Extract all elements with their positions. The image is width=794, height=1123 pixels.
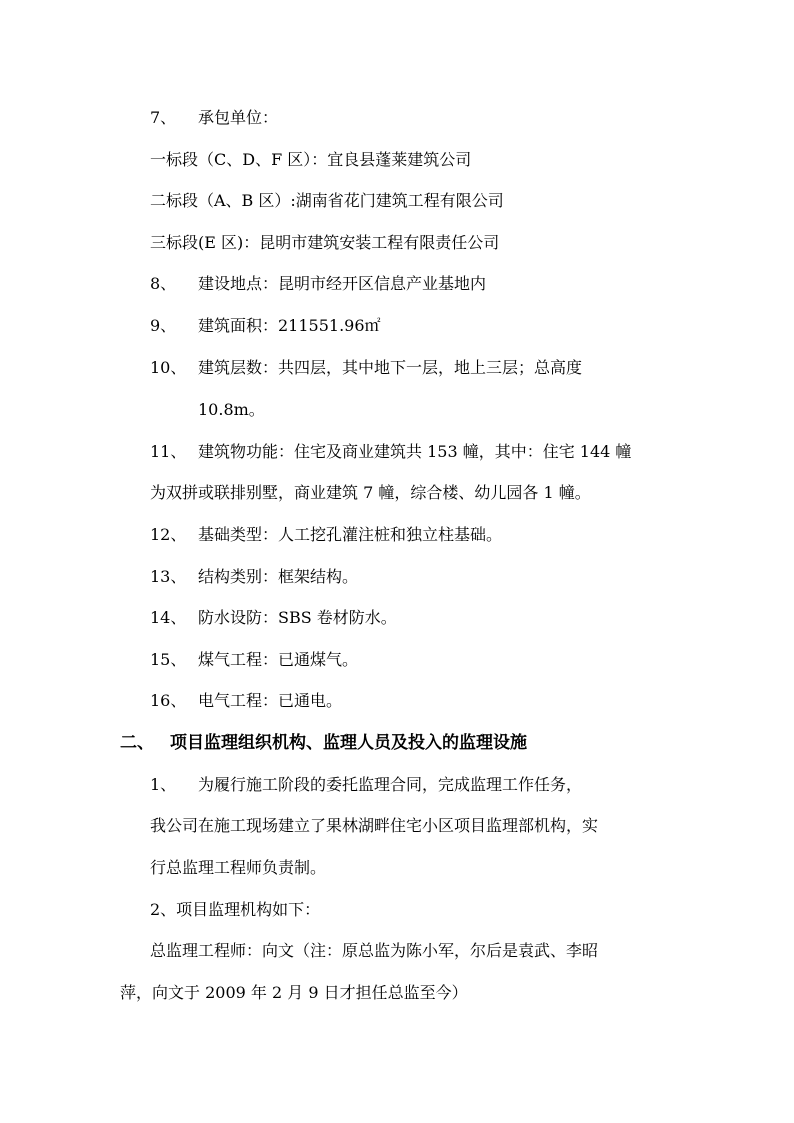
- item-text: 我公司在施工现场建立了果林湖畔住宅小区项目监理部机构，实: [150, 816, 599, 835]
- item-number: 16、: [150, 691, 187, 710]
- item-text: 承包单位：: [198, 108, 279, 127]
- contractor-lot-3: [150, 232, 499, 254]
- item-13: [150, 566, 358, 588]
- item-10-continuation: [198, 399, 265, 421]
- item-text: 防水设防：SBS 卷材防水。: [198, 608, 397, 627]
- item-text: 建筑面积：211551.96㎡: [198, 316, 381, 335]
- paragraph-3-line-1: [150, 940, 598, 962]
- item-text: 10.8m。: [198, 400, 265, 419]
- paragraph-1-line-2: [150, 815, 598, 837]
- item-text: 建筑层数：共四层，其中地下一层，地上三层；总高度: [198, 358, 583, 377]
- item-text: 建设地点：昆明市经开区信息产业基地内: [198, 274, 487, 293]
- item-number: 12、: [150, 525, 187, 544]
- section-2-heading: [120, 732, 527, 754]
- item-text: 基础类型：人工挖孔灌注桩和独立柱基础。: [198, 525, 503, 544]
- item-text: 萍，向文于 2009 年 2 月 9 日才担任总监至今）: [120, 983, 468, 1002]
- item-number: 15、: [150, 650, 187, 669]
- paragraph-1-line-1: [150, 774, 582, 796]
- item-11-continuation: [150, 482, 591, 504]
- item-text: 三标段(E 区)：昆明市建筑安装工程有限责任公司: [150, 233, 500, 252]
- item-text: 一标段（C、D、F 区）：宜良县蓬莱建筑公司: [150, 150, 472, 169]
- item-number: 7、: [150, 108, 177, 127]
- item-number: 13、: [150, 567, 187, 586]
- item-text: 行总监理工程师负责制。: [150, 858, 327, 877]
- contractor-lot-1: [150, 149, 471, 171]
- paragraph-3-line-2: [120, 982, 468, 1004]
- section-number: 二、: [120, 733, 154, 753]
- item-number: 1、: [150, 775, 177, 794]
- item-text: 2、项目监理机构如下：: [150, 900, 321, 919]
- item-text: 二标段（A、B 区）:湖南省花门建筑工程有限公司: [150, 191, 504, 210]
- item-text: 电气工程：已通电。: [198, 691, 343, 710]
- item-text: 为双拼或联排别墅，商业建筑 7 幢，综合楼、幼儿园各 1 幢。: [150, 483, 591, 502]
- item-10: [150, 357, 582, 379]
- item-9: [150, 315, 381, 337]
- item-number: 10、: [150, 358, 187, 377]
- item-number: 9、: [150, 316, 177, 335]
- paragraph-1-line-3: [150, 857, 326, 879]
- item-number: 14、: [150, 608, 187, 627]
- item-text: 煤气工程：已通煤气。: [198, 650, 359, 669]
- item-16: [150, 690, 342, 712]
- item-text: 建筑物功能：住宅及商业建筑共 153 幢，其中：住宅 144 幢: [198, 442, 632, 461]
- item-8: [150, 273, 486, 295]
- item-11: [150, 441, 631, 463]
- item-7: [150, 107, 278, 129]
- paragraph-2: [150, 899, 320, 921]
- item-text: 为履行施工阶段的委托监理合同，完成监理工作任务，: [198, 775, 583, 794]
- item-text: 结构类别：框架结构。: [198, 567, 359, 586]
- item-15: [150, 649, 358, 671]
- contractor-lot-2: [150, 190, 504, 212]
- section-title: 项目监理组织机构、监理人员及投入的监理设施: [170, 733, 527, 753]
- item-14: [150, 607, 397, 629]
- item-12: [150, 524, 502, 546]
- item-number: 11、: [150, 442, 187, 461]
- item-number: 8、: [150, 274, 177, 293]
- item-text: 总监理工程师：向文（注：原总监为陈小军，尔后是袁武、李昭: [150, 941, 599, 960]
